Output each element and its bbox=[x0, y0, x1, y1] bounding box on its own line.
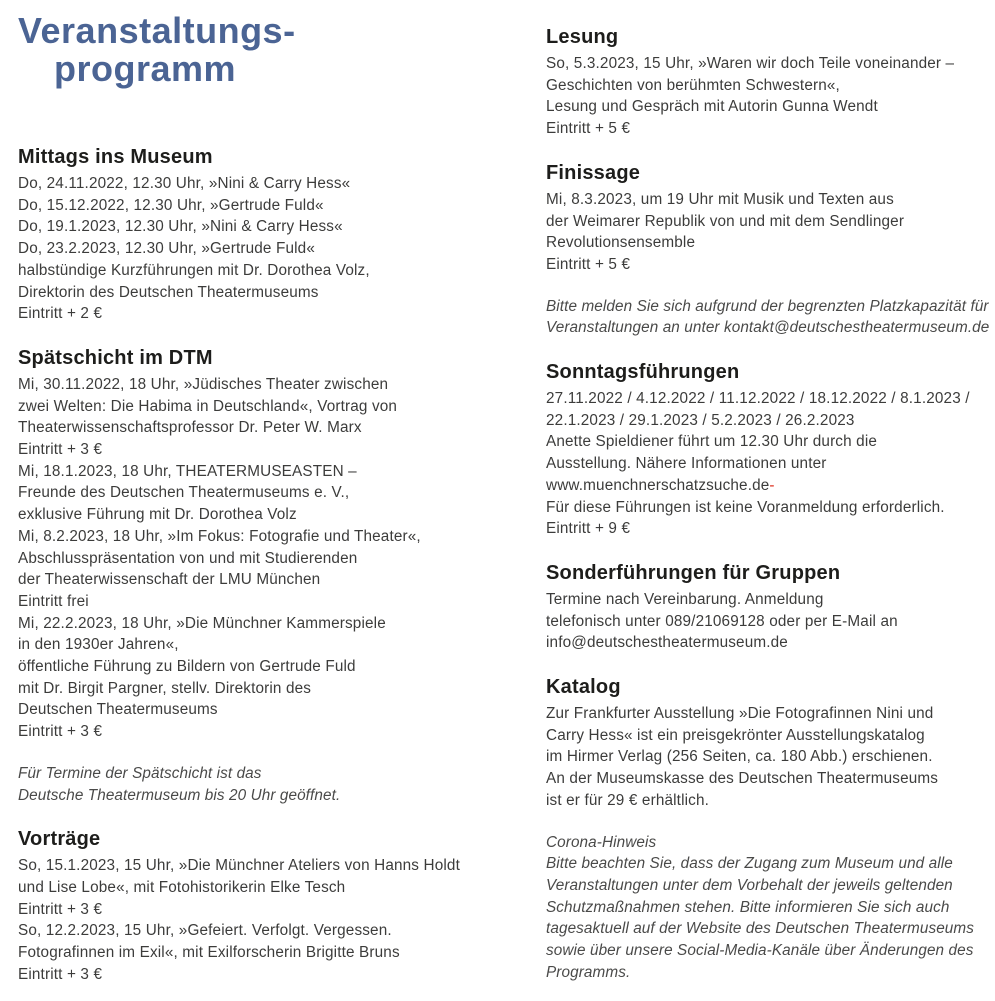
event-line: Direktorin des Deutschen Theatermuseums bbox=[18, 283, 319, 301]
event-line: info@deutschestheatermuseum.de bbox=[546, 634, 788, 652]
right-column bbox=[546, 12, 995, 986]
event-line: Eintritt + 3 € bbox=[18, 900, 103, 918]
event-line: Do, 23.2.2023, 12.30 Uhr, »Gertrude Fuld« bbox=[18, 240, 315, 258]
event-line: 22.1.2023 / 29.1.2023 / 5.2.2023 / 26.2.2023 bbox=[546, 411, 855, 429]
event-line bbox=[546, 475, 995, 497]
section-heading-sp-tschicht-im-dtm: Spätschicht im DTM bbox=[18, 346, 213, 369]
page-title bbox=[18, 12, 526, 88]
event-line: Eintritt + 3 € bbox=[18, 441, 103, 459]
section-sonderf-hrungen-f-r-gruppen bbox=[546, 561, 995, 654]
section-katalog bbox=[546, 675, 995, 812]
event-line: Deutschen Theatermuseums bbox=[18, 701, 218, 719]
note-line: Veranstaltungen an unter kontakt@deutschestheatermuseum.de bbox=[546, 319, 990, 337]
section-heading-lesung: Lesung bbox=[546, 26, 619, 48]
event-line: Ausstellung. Nähere Informationen unter bbox=[546, 455, 827, 473]
event-line: Termine nach Vereinbarung. Anmeldung bbox=[546, 590, 824, 608]
event-line: Eintritt + 2 € bbox=[18, 305, 103, 323]
note-block-f-r bbox=[18, 763, 526, 806]
page-title-line2: programm bbox=[54, 48, 237, 89]
event-line: Eintritt + 3 € bbox=[18, 723, 103, 741]
section-heading-sonderf-hrungen-f-r-gruppen: Sonderführungen für Gruppen bbox=[546, 561, 841, 584]
note-block-corona-hinweis bbox=[546, 832, 995, 984]
event-line: So, 12.2.2023, 15 Uhr, »Gefeiert. Verfolgt. Vergessen. bbox=[18, 922, 392, 940]
event-line: Eintritt frei bbox=[18, 592, 89, 610]
event-line: Geschichten von berühmten Schwestern«, bbox=[546, 76, 840, 94]
event-line: Mi, 8.3.2023, um 19 Uhr mit Musik und Texten aus bbox=[546, 190, 894, 208]
event-line: Anette Spieldiener führt um 12.30 Uhr durch die bbox=[546, 433, 878, 451]
event-line-text: www.muenchnerschatzsuche.de bbox=[546, 476, 770, 494]
event-line: Mi, 8.2.2023, 18 Uhr, »Im Fokus: Fotografie und Theater«, bbox=[18, 527, 421, 545]
section-lesung bbox=[546, 25, 995, 140]
note-line: tagesaktuell auf der Website des Deutschen Theatermuseums bbox=[546, 920, 975, 938]
event-line: öffentliche Führung zu Bildern von Gertrude Fuld bbox=[18, 658, 356, 676]
event-line: Für diese Führungen ist keine Voranmeldung erforderlich. bbox=[546, 498, 945, 516]
section-heading-mittags-ins-museum: Mittags ins Museum bbox=[18, 146, 213, 168]
event-line: Mi, 18.1.2023, 18 Uhr, THEATERMUSEASTEN – bbox=[18, 462, 357, 480]
left-column bbox=[18, 12, 526, 986]
note-line: Bitte melden Sie sich aufgrund der begrenzten Platzkapazität für bbox=[546, 297, 989, 315]
section-heading-sonntagsf-hrungen: Sonntagsführungen bbox=[546, 361, 740, 384]
event-line: 27.11.2022 / 4.12.2022 / 11.12.2022 / 18.12.2022 / 8.1.2023 / bbox=[546, 390, 970, 408]
event-line: Carry Hess« ist ein preisgekrönter Ausstellungskatalog bbox=[546, 726, 925, 744]
event-line: Eintritt + 9 € bbox=[546, 520, 631, 538]
note-line: Deutsche Theatermuseum bis 20 Uhr geöffnet. bbox=[18, 786, 341, 804]
event-line: Freunde des Deutschen Theatermuseums e. V., bbox=[18, 484, 350, 502]
event-line: Fotografinnen im Exil«, mit Exilforscherin Brigitte Bruns bbox=[18, 944, 400, 962]
section-heading-vortr-ge: Vorträge bbox=[18, 828, 101, 851]
note-block-bitte bbox=[546, 296, 995, 339]
event-line: im Hirmer Verlag (256 Seiten, ca. 180 Abb.) erschienen. bbox=[546, 748, 933, 766]
note-line: Corona-Hinweis bbox=[546, 833, 657, 851]
event-line: der Theaterwissenschaft der LMU München bbox=[18, 571, 321, 589]
event-line: ist er für 29 € erhältlich. bbox=[546, 791, 710, 809]
note-line: Programms. bbox=[546, 963, 631, 981]
event-line: Do, 19.1.2023, 12.30 Uhr, »Nini & Carry Hess« bbox=[18, 218, 343, 236]
note-line: sowie über unsere Social-Media-Kanäle über Änderungen des bbox=[546, 942, 974, 960]
note-line: Bitte beachten Sie, dass der Zugang zum Museum und alle bbox=[546, 855, 953, 873]
event-line: telefonisch unter 089/21069128 oder per E-Mail an bbox=[546, 612, 898, 630]
event-line: Theaterwissenschaftsprofessor Dr. Peter W. Marx bbox=[18, 419, 362, 437]
event-line: mit Dr. Birgit Pargner, stellv. Direktorin des bbox=[18, 679, 312, 697]
event-line: der Weimarer Republik von und mit dem Sendlinger bbox=[546, 212, 905, 230]
section-vortr-ge bbox=[18, 827, 526, 985]
event-line: in den 1930er Jahren«, bbox=[18, 636, 179, 654]
note-line: Veranstaltungen unter dem Vorbehalt der jeweils geltenden bbox=[546, 876, 953, 894]
note-line: Schutzmaßnahmen stehen. Bitte informieren Sie sich auch bbox=[546, 898, 950, 916]
section-sonntagsf-hrungen bbox=[546, 360, 995, 540]
event-line: exklusive Führung mit Dr. Dorothea Volz bbox=[18, 506, 297, 524]
red-strike-mark: - bbox=[769, 476, 775, 494]
event-line: und Lise Lobe«, mit Fotohistorikerin Elke Tesch bbox=[18, 878, 346, 896]
page-title-line1: Veranstaltungs- bbox=[18, 10, 296, 51]
event-line: halbstündige Kurzführungen mit Dr. Dorothea Volz, bbox=[18, 261, 370, 279]
event-line: Zur Frankfurter Ausstellung »Die Fotografinnen Nini und bbox=[546, 705, 934, 723]
event-line: Revolutionsensemble bbox=[546, 234, 696, 252]
event-line: So, 5.3.2023, 15 Uhr, »Waren wir doch Teile voneinander – bbox=[546, 55, 955, 72]
note-line: Für Termine der Spätschicht ist das bbox=[18, 764, 262, 782]
event-line: Eintritt + 3 € bbox=[18, 965, 103, 983]
event-line: Abschlusspräsentation von und mit Studierenden bbox=[18, 549, 358, 567]
event-line: Eintritt + 5 € bbox=[546, 255, 631, 273]
event-line: An der Museumskasse des Deutschen Theatermuseums bbox=[546, 770, 939, 788]
section-mittags-ins-museum bbox=[18, 145, 526, 325]
event-line: So, 15.1.2023, 15 Uhr, »Die Münchner Ateliers von Hanns Holdt bbox=[18, 857, 460, 875]
event-line: Do, 24.11.2022, 12.30 Uhr, »Nini & Carry Hess« bbox=[18, 175, 351, 192]
event-line: zwei Welten: Die Habima in Deutschland«, Vortrag von bbox=[18, 397, 398, 415]
section-finissage bbox=[546, 161, 995, 276]
event-line: Lesung und Gespräch mit Autorin Gunna Wendt bbox=[546, 98, 878, 116]
event-line: Do, 15.12.2022, 12.30 Uhr, »Gertrude Fuld« bbox=[18, 196, 324, 214]
event-line: Mi, 30.11.2022, 18 Uhr, »Jüdisches Theater zwischen bbox=[18, 375, 389, 393]
event-line: Mi, 22.2.2023, 18 Uhr, »Die Münchner Kammerspiele bbox=[18, 614, 386, 632]
section-heading-finissage: Finissage bbox=[546, 161, 641, 184]
section-sp-tschicht-im-dtm bbox=[18, 346, 526, 743]
section-heading-katalog: Katalog bbox=[546, 676, 621, 699]
event-line: Eintritt + 5 € bbox=[546, 120, 631, 138]
